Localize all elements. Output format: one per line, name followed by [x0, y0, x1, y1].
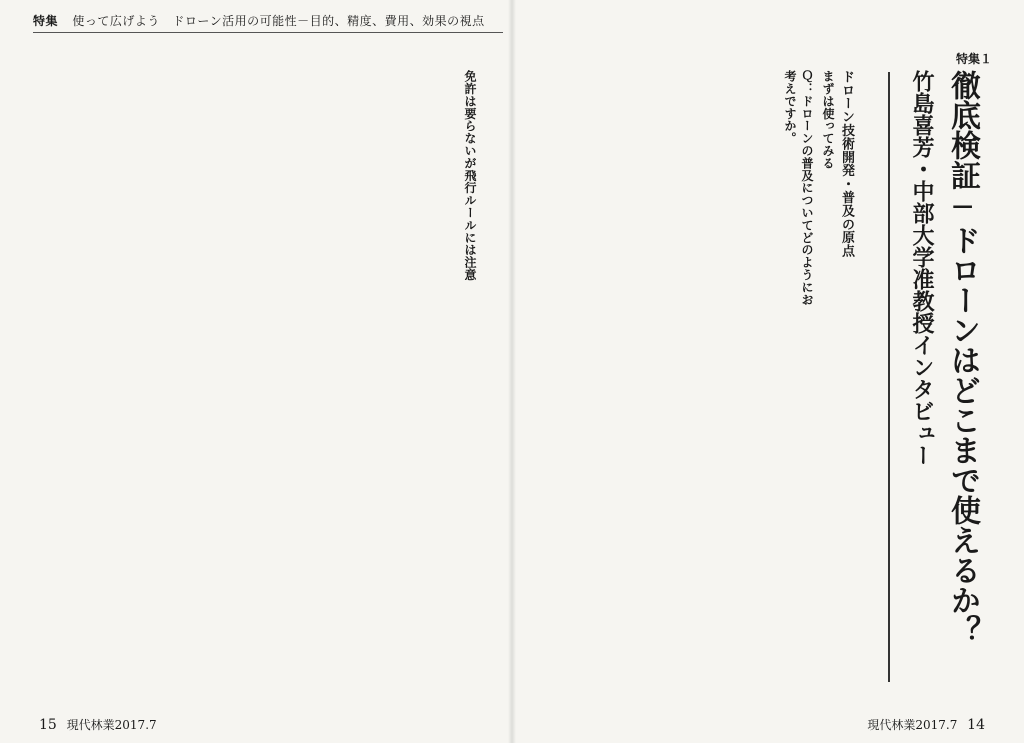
header-rule	[33, 32, 503, 33]
header-tag: 特集	[33, 14, 59, 28]
left-col-bottom-right	[270, 420, 492, 690]
right-col-bottom-right	[660, 425, 856, 690]
left-col-top-right	[270, 70, 492, 400]
article-subtitle: 竹島喜芳・中部大学准教授インタビュー	[909, 70, 934, 466]
feature-label: 特集１	[955, 52, 992, 66]
left-folio	[33, 716, 157, 733]
left-col-top-left	[30, 70, 250, 285]
right-page	[512, 0, 1024, 743]
magazine-issue: 現代林業2017.7	[867, 718, 958, 732]
interview-question: Ｑ：ドローンの普及についてどのようにお考えですか。	[783, 70, 814, 306]
right-col-top-right	[660, 70, 856, 310]
right-col-top-left	[522, 70, 652, 370]
section-heading: ドローン技術開発・普及の原点	[839, 70, 854, 258]
right-folio	[867, 716, 991, 733]
title-rule	[888, 72, 890, 682]
header-text: 使って広げよう ドローン活用の可能性－目的、精度、費用、効果の視点	[72, 14, 485, 28]
right-col-bottom-left	[522, 425, 652, 690]
left-col-bottom-left	[30, 420, 250, 690]
section-heading: 免許は要らないが飛行ルールには注意	[463, 70, 477, 281]
page-number: 14	[967, 717, 985, 733]
page-number: 15	[39, 717, 57, 733]
article-title: 徹底検証─ドローンはどこまで使えるか？	[945, 70, 980, 645]
magazine-issue: 現代林業2017.7	[66, 718, 157, 732]
running-header	[33, 12, 485, 29]
subsection-heading: まずは使ってみる	[821, 70, 835, 170]
article-title-block	[898, 70, 982, 670]
